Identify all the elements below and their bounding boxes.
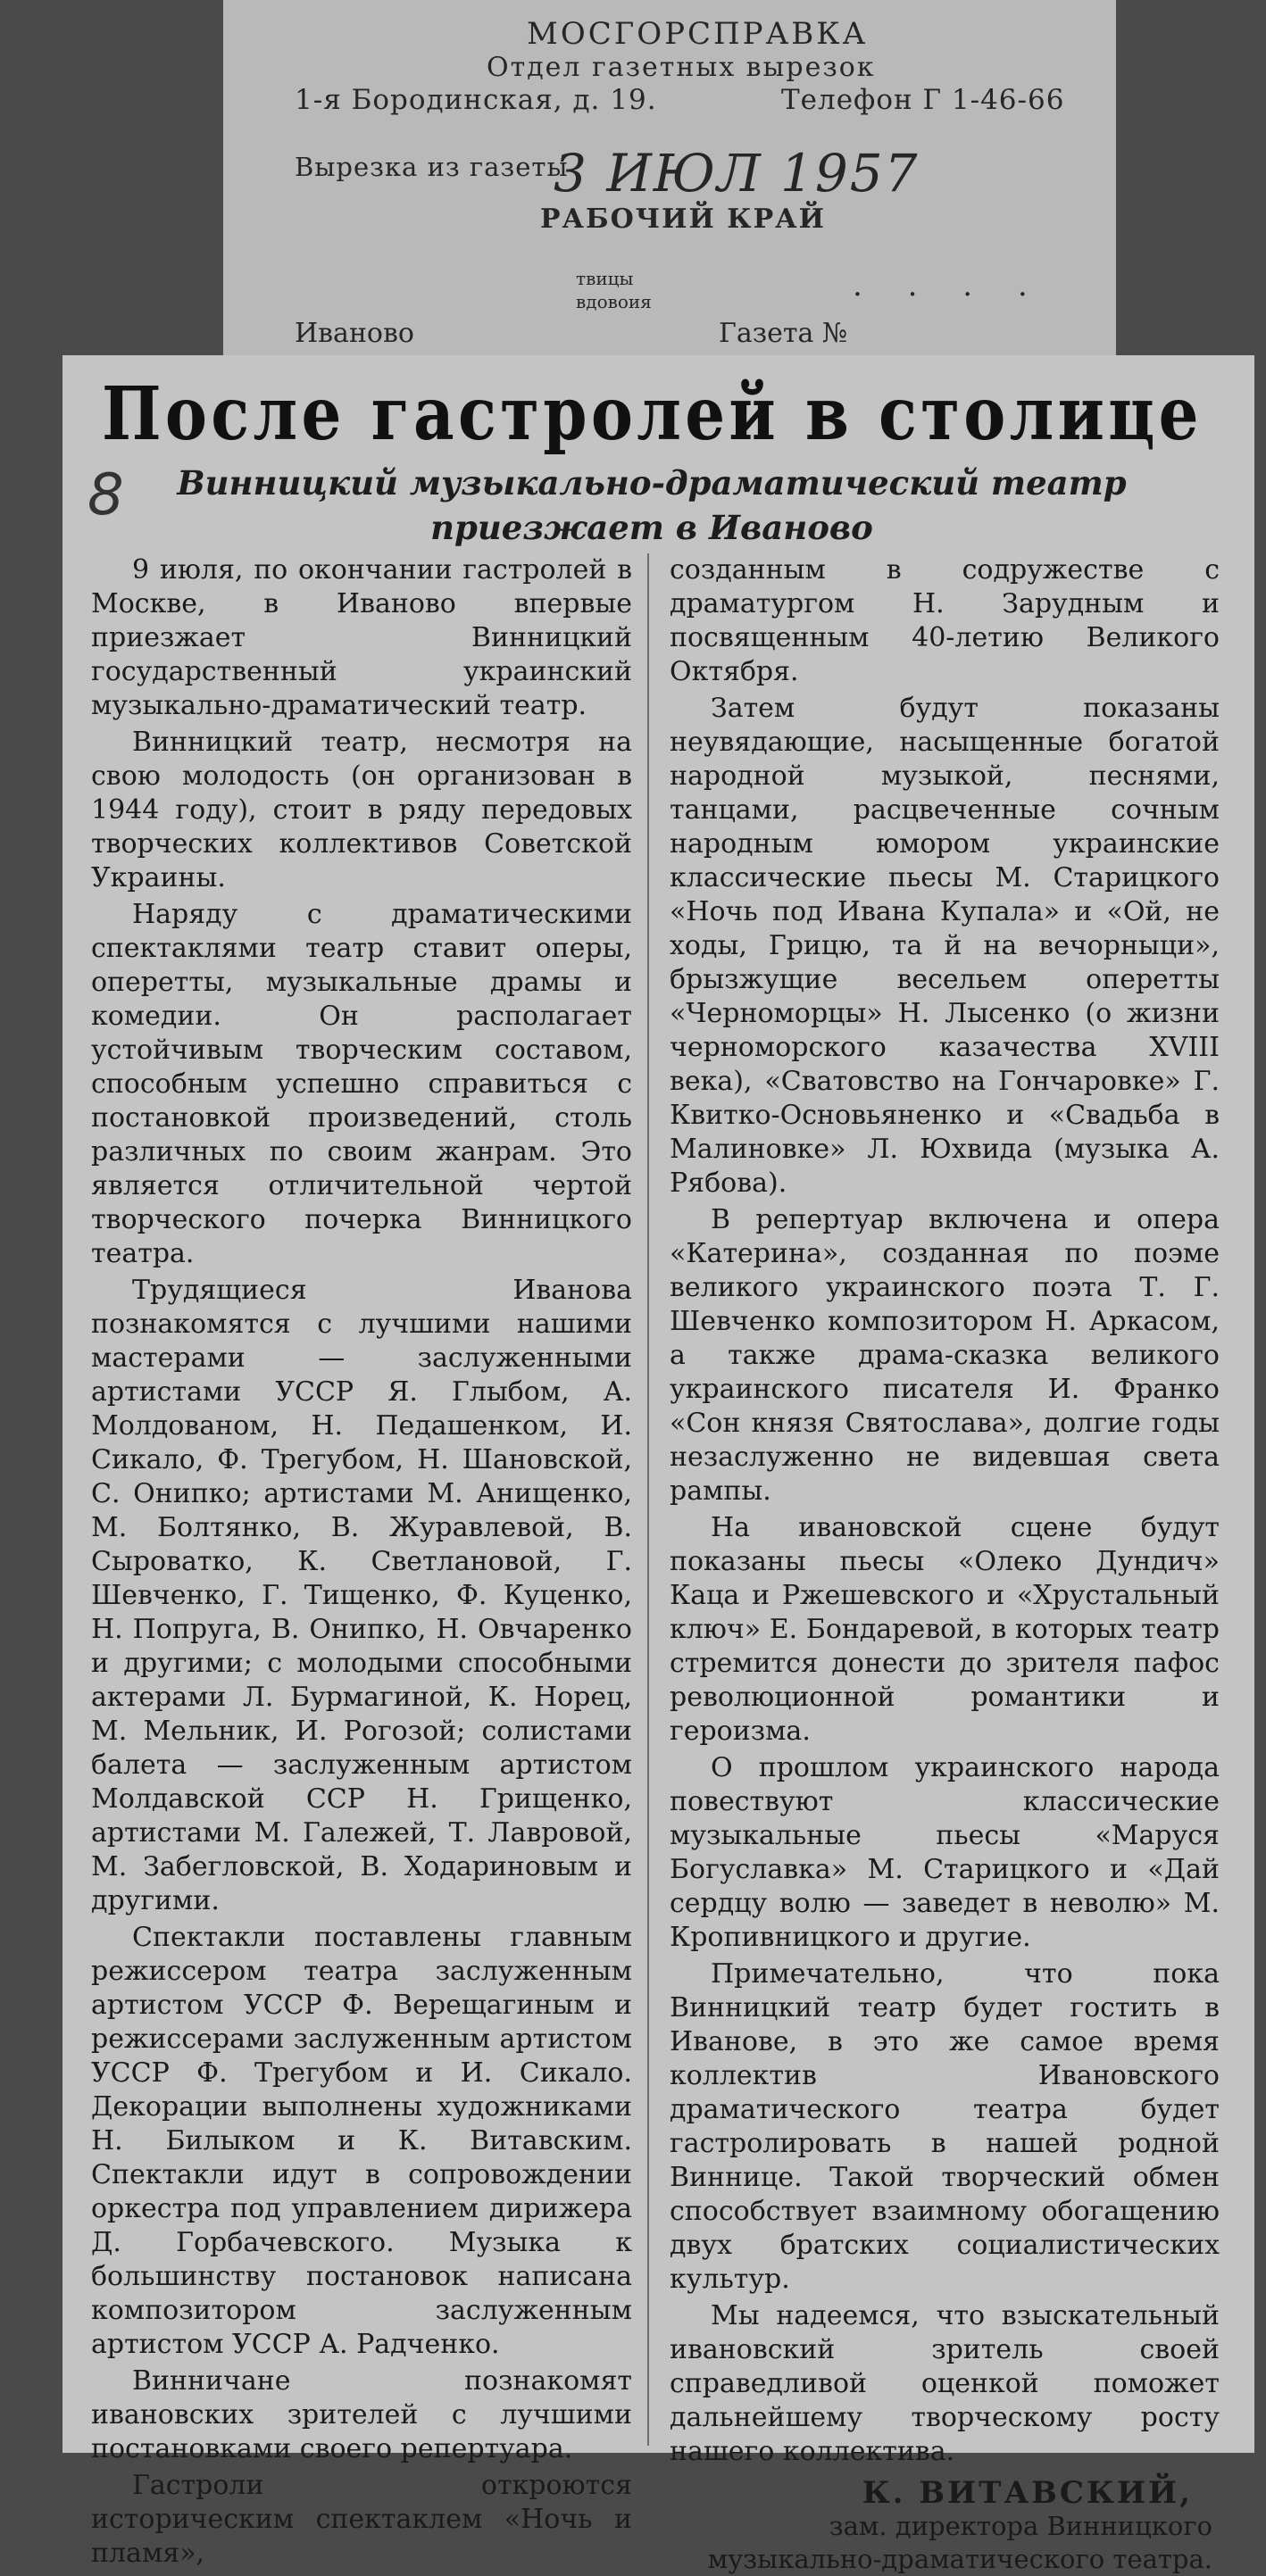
column-divider bbox=[647, 553, 649, 2446]
article-paragraph: Винничане познакомят ивановских зрителей с лучшими постановками своего репертуара. bbox=[91, 2365, 632, 2464]
article-subheadline: Винницкий музыкально-драматический театр приезжает в Иваново bbox=[177, 463, 1127, 547]
article-paragraph: Гастроли откроются историческим спектаклем «Ночь и пламя», bbox=[91, 2470, 632, 2569]
agency-phone: Телефон Г 1-46-66 bbox=[781, 84, 1065, 116]
article-column-right bbox=[670, 553, 1220, 2576]
article-headline: После гастролей в столице bbox=[102, 371, 1203, 457]
article-column-left bbox=[91, 553, 632, 2573]
margin-mark: 8 bbox=[87, 462, 124, 528]
clipping-service-slip bbox=[223, 0, 1116, 357]
article-paragraph: В репертуар включена и опера «Катерина», созданная по поэме великого украинского поэта Т. Г. Шевченко композитором Н. Аркасом, а также драма-сказка великого украинского писателя И. Франко «Сон князя Святослава», долгие годы незаслуженно не видевшая света рампы. bbox=[670, 1204, 1220, 1507]
author-title: зам. директора Винницкого музыкально-драматического театра. bbox=[707, 2511, 1212, 2574]
newspaper-name: РАБОЧИЙ КРАЙ bbox=[540, 204, 826, 235]
article-paragraph: Винницкий театр, несмотря на свою молодость (он организован в 1944 году), стоит в ряду передовых творческих коллективов Советской Украины. bbox=[91, 727, 632, 893]
article-paragraph: Примечательно, что пока Винницкий театр будет гостить в Иванове, в это же самое время коллектив Ивановского драматического театра будет гастролировать в нашей родной Виннице. Такой творческий обмен способствует взаимному обогащению двух братских социалистических культур. bbox=[670, 1958, 1220, 2295]
stamp-line-2: вдовоия bbox=[576, 291, 652, 312]
article-paragraph: 9 июля, по окончании гастролей в Москве, в Иваново впервые приезжает Винницкий государственный украинский музыкально-драматический театр. bbox=[91, 554, 632, 721]
stamp-dots: . . . . bbox=[853, 268, 1045, 303]
article-paragraph: Затем будут показаны неувядающие, насыщенные богатой народной музыкой, песнями, танцами, расцвеченные сочным народным юмором украинские классические пьесы М. Старицкого «Ночь под Ивана Купала» и «Ой, не ходы, Грицю, та й на вечорныци», брызжущие весельем оперетты «Черноморцы» Н. Лысенко (о жизни черноморского казачества XVIII века), «Сватовство на Гончаровке» Г. Квитко-Основьяненко и «Свадьба в Малиновке» Л. Юхвида (музыка А. Рябова). bbox=[670, 693, 1220, 1199]
article-paragraph: На ивановской сцене будут показаны пьесы «Олеко Дундич» Каца и Ржешевского и «Хрустальный ключ» Е. Бондаревой, в которых театр стремится донести до зрителя пафос революционной романтики и героизма. bbox=[670, 1512, 1220, 1747]
article-paragraph: Мы надеемся, что взыскательный ивановский зритель своей справедливой оценкой поможет дальнейшему творческому росту нашего коллектива. bbox=[670, 2300, 1220, 2467]
agency-address: 1-я Бородинская, д. 19. bbox=[295, 84, 657, 116]
date-stamp: 3 ИЮЛ 1957 bbox=[554, 143, 920, 204]
agency-name: МОСГОРСПРАВКА bbox=[527, 16, 869, 52]
stamp-line-1: твицы bbox=[576, 268, 634, 289]
newspaper-clipping bbox=[62, 355, 1254, 2574]
department-name: Отдел газетных вырезок bbox=[487, 52, 876, 83]
article-paragraph: Наряду с драматическими спектаклями театр ставит оперы, оперетты, музыкальные драмы и комедии. Он располагает устойчивым творческим составом, способным успешно справиться с постановкой произведений, столь различных по своим жанрам. Это является отличительной чертой творческого почерка Винницкого театра. bbox=[91, 899, 632, 1269]
issue-label: Газета № bbox=[719, 318, 848, 349]
clipping-label: Вырезка из газеты bbox=[295, 152, 569, 182]
article-paragraph: Трудящиеся Иванова познакомятся с лучшими нашими мастерами — заслуженными артистами УССР Я. Глыбом, А. Молдованом, Н. Педашенком, И. Сикало, Ф. Трегубом, Н. Шановской, С. Онипко; артистами М. Анищенко, М. Болтянко, В. Журавлевой, В. Сыроватко, К. Светлановой, Г. Шевченко, Г. Тищенко, Ф. Куценко, Н. Попруга, В. Онипко, Н. Овчаренко и другими; с молодыми способными актерами Л. Бурмагиной, К. Норец, М. Мельник, И. Рогозой; солистами балета — заслуженным артистом Молдавской ССР Н. Грищенко, артистами М. Галежей, Т. Лавровой, М. Забегловской, В. Ходариновым и другими. bbox=[91, 1275, 632, 1916]
author-signature: К. ВИТАВСКИЙ, bbox=[862, 2475, 1193, 2511]
article-paragraph: О прошлом украинского народа повествуют классические музыкальные пьесы «Маруся Богуславка» М. Старицкого и «Дай сердцу волю — заведет в неволю» М. Кропивницкого и другие. bbox=[670, 1752, 1220, 1953]
city-name: Иваново bbox=[295, 318, 414, 349]
article-paragraph-continuation: созданным в содружестве с драматургом Н. Зарудным и посвященным 40-летию Великого Октября. bbox=[670, 554, 1220, 687]
article-paragraph: Спектакли поставлены главным режиссером театра заслуженным артистом УССР Ф. Верещагиным и режиссерами заслуженным артистом УССР Ф. Трегубом и И. Сикало. Декорации выполнены художниками Н. Билыком и К. Витавским. Спектакли идут в сопровождении оркестра под управлением дирижера Д. Горбачевского. Музыка к большинству постановок написана композитором заслуженным артистом УССР А. Радченко. bbox=[91, 1922, 632, 2360]
